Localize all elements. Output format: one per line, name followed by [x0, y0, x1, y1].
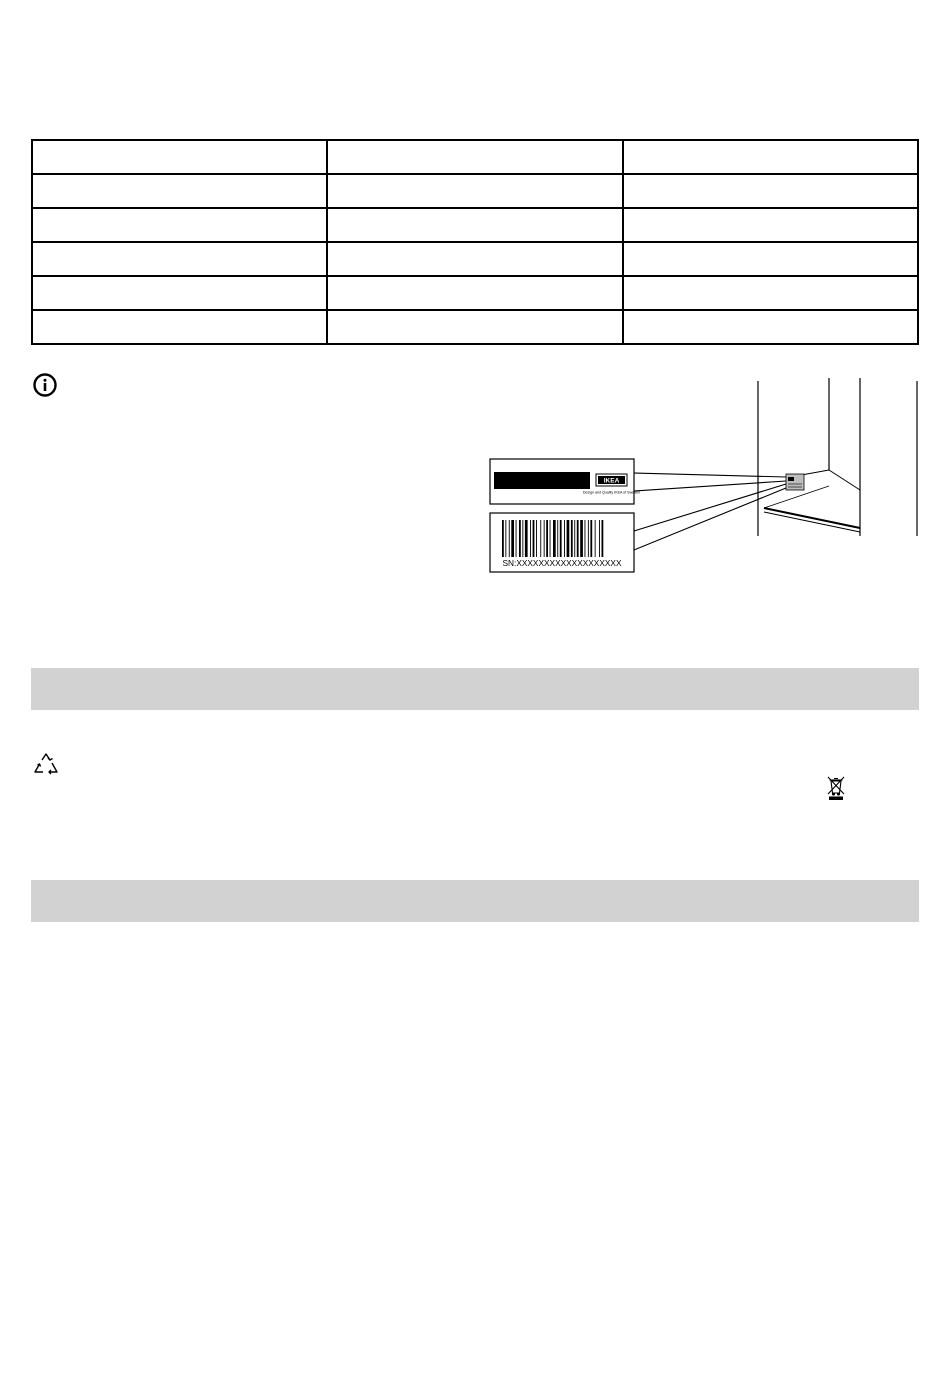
barcode-bar	[505, 520, 506, 557]
barcode-bar	[560, 520, 562, 557]
serial-plate	[490, 513, 634, 572]
product-plate	[490, 459, 640, 504]
barcode-bar	[525, 520, 528, 557]
spec-table	[31, 139, 919, 345]
table-cell	[327, 174, 622, 208]
barcode-bar	[585, 520, 586, 557]
rating-plate-illustration	[488, 378, 920, 576]
barcode-bar	[533, 520, 535, 557]
barcode-bar	[544, 520, 545, 557]
brand-tagline: Design and Quality IKEA of Sweden	[582, 490, 641, 495]
barcode-bar	[599, 520, 600, 557]
table-cell	[623, 276, 918, 310]
barcode-bar	[577, 520, 579, 557]
table-cell	[32, 242, 327, 276]
barcode-bar	[580, 520, 583, 557]
table-cell	[32, 310, 327, 344]
barcode-bar	[550, 520, 551, 557]
barcode-bar	[540, 520, 541, 557]
barcode-bar	[522, 520, 523, 557]
table-cell	[623, 208, 918, 242]
table-cell	[32, 140, 327, 174]
barcode-bar	[595, 520, 596, 557]
barcode-bar	[553, 520, 556, 557]
table-row	[32, 310, 918, 344]
brand-logo-text: IKEA	[603, 477, 620, 485]
table-cell	[327, 208, 622, 242]
table-cell	[327, 310, 622, 344]
table-cell	[32, 174, 327, 208]
barcode-bar	[530, 520, 531, 557]
table-cell	[327, 276, 622, 310]
barcode-bar	[536, 520, 537, 557]
info-icon	[33, 373, 57, 397]
table-row	[32, 242, 918, 276]
table-cell	[623, 242, 918, 276]
table-row	[32, 140, 918, 174]
barcode-bar	[567, 520, 570, 557]
barcode-bar	[588, 520, 589, 557]
barcode-bar	[602, 520, 604, 557]
barcode-bar	[509, 520, 510, 557]
table-cell	[32, 208, 327, 242]
table-row	[32, 208, 918, 242]
serial-number: SN:XXXXXXXXXXXXXXXXXXX	[502, 558, 622, 568]
table-cell	[327, 242, 622, 276]
recycle-icon	[33, 752, 59, 778]
barcode-bar	[574, 520, 575, 557]
barcode-bar	[557, 520, 558, 557]
table-cell	[623, 310, 918, 344]
section-header-band-1	[31, 668, 919, 710]
barcode-bar	[546, 520, 548, 557]
leader-lines	[634, 473, 786, 550]
wall-plate	[786, 474, 804, 490]
barcode-bar	[590, 520, 592, 557]
table-row	[32, 174, 918, 208]
table-row	[32, 276, 918, 310]
barcode-bar	[511, 520, 514, 557]
barcode-bar	[519, 520, 521, 557]
table-cell	[32, 276, 327, 310]
barcode-bar	[564, 520, 565, 557]
table-cell	[623, 174, 918, 208]
barcode-bar	[502, 520, 504, 557]
crossed-bin-icon	[826, 775, 846, 801]
section-header-band-2	[31, 880, 919, 922]
barcode-bar	[516, 520, 517, 557]
table-cell	[623, 140, 918, 174]
barcode-bar	[571, 520, 573, 557]
table-cell	[327, 140, 622, 174]
appliance-cavity	[758, 378, 917, 536]
